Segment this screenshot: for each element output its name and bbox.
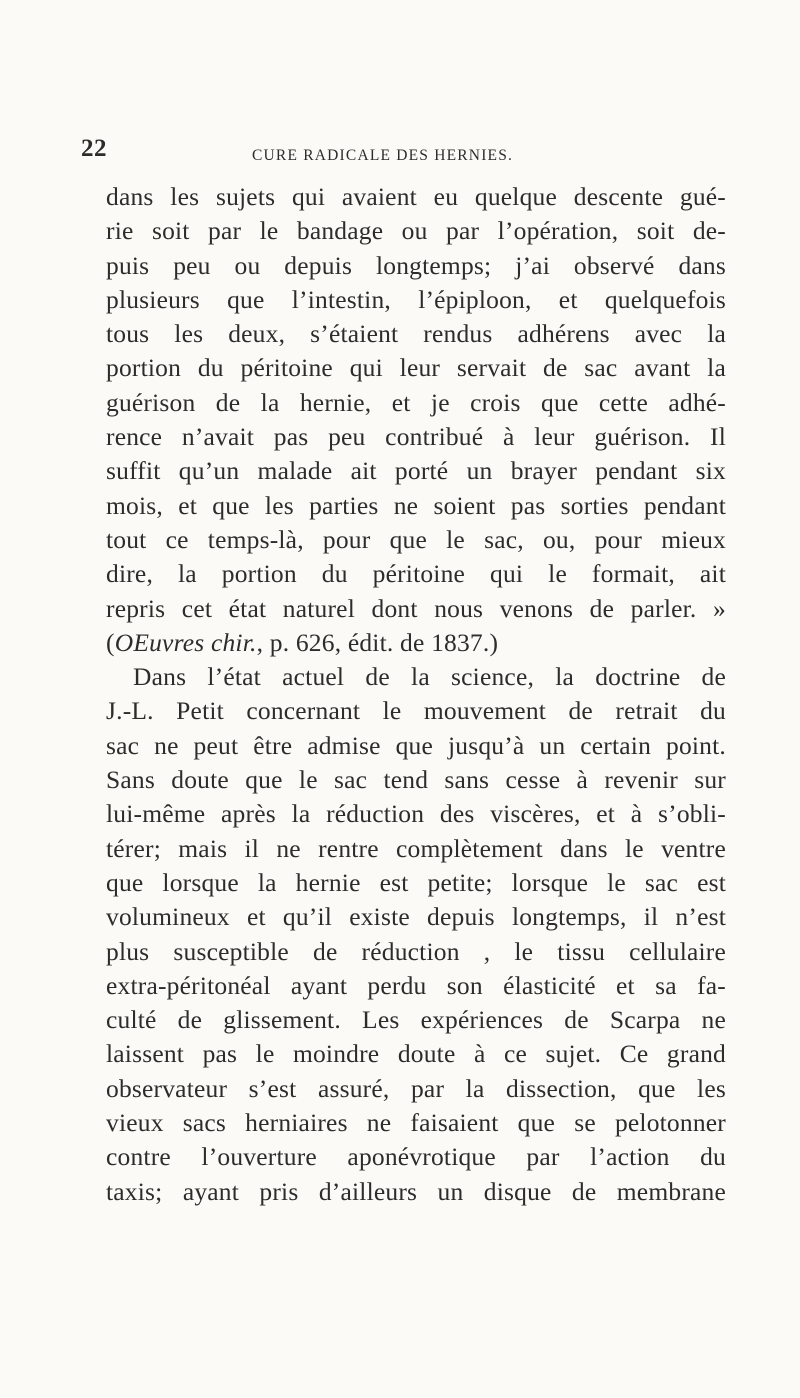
text-line: culté de glissement. Les expériences de Scarpa ne: [106, 1005, 726, 1035]
text-line: observateur s’est assuré, par la dissection, que les: [106, 1073, 726, 1103]
text-line: que lorsque la hernie est petite; lorsque le sac est: [106, 867, 726, 897]
text-line: mois, et que les parties ne soient pas sorties pendant: [106, 490, 726, 520]
text-line: repris cet état naturel dont nous venons de parler. »: [106, 593, 726, 623]
text-line: guérison de la hernie, et je crois que cette adhé-: [106, 387, 726, 417]
text-line: Sans doute que le sac tend sans cesse à revenir sur: [106, 765, 726, 795]
citation-open: (: [106, 627, 115, 657]
citation-line: [106, 626, 726, 660]
text-line: portion du péritoine qui leur servait de sac avant la: [106, 353, 726, 383]
paragraph-start-line: Dans l’état actuel de la science, la doctrine de: [133, 662, 726, 692]
text-line: tout ce temps-là, pour que le sac, ou, pour mieux: [106, 524, 726, 554]
text-line: J.-L. Petit concernant le mouvement de retrait du: [106, 696, 726, 726]
citation-title: OEuvres chir.: [114, 627, 257, 657]
text-line: puis peu ou depuis longtemps; j’ai observé dans: [106, 250, 726, 280]
text-line: lui-même après la réduction des viscères, et à s’obli-: [106, 799, 726, 829]
page-number: 22: [81, 135, 107, 162]
text-line: rence n’avait pas peu contribué à leur guérison. Il: [106, 422, 726, 452]
running-head: CURE RADICALE DES HERNIES.: [252, 147, 514, 164]
text-line: suffit qu’un malade ait porté un brayer pendant six: [106, 456, 726, 486]
citation-rest: , p. 626, édit. de 1837.): [256, 627, 499, 657]
text-line: plus susceptible de réduction , le tissu cellulaire: [106, 936, 726, 966]
text-line: dans les sujets qui avaient eu quelque descente gué-: [106, 182, 726, 211]
text-line: térer; mais il ne rentre complètement dans le ventre: [106, 833, 726, 863]
text-line: dire, la portion du péritoine qui le formait, ait: [106, 559, 726, 589]
text-line: contre l’ouverture aponévrotique par l’action du: [106, 1142, 726, 1172]
text-line: volumineux et qu’il existe depuis longtemps, il n’est: [106, 902, 726, 932]
text-line: vieux sacs herniaires ne faisaient que se pelotonner: [106, 1108, 726, 1138]
body-text: [106, 180, 726, 1209]
text-line: sac ne peut être admise que jusqu’à un certain point.: [106, 730, 726, 760]
text-line: taxis; ayant pris d’ailleurs un disque de membrane: [106, 1176, 726, 1206]
text-line: laissent pas le moindre doute à ce sujet. Ce grand: [106, 1039, 726, 1069]
text-line: plusieurs que l’intestin, l’épiploon, et quelquefois: [106, 284, 726, 314]
text-line: rie soit par le bandage ou par l’opération, soit de-: [106, 216, 726, 246]
text-line: extra-péritonéal ayant perdu son élasticité et sa fa-: [106, 970, 726, 1000]
text-line: tous les deux, s’étaient rendus adhérens avec la: [106, 319, 726, 349]
